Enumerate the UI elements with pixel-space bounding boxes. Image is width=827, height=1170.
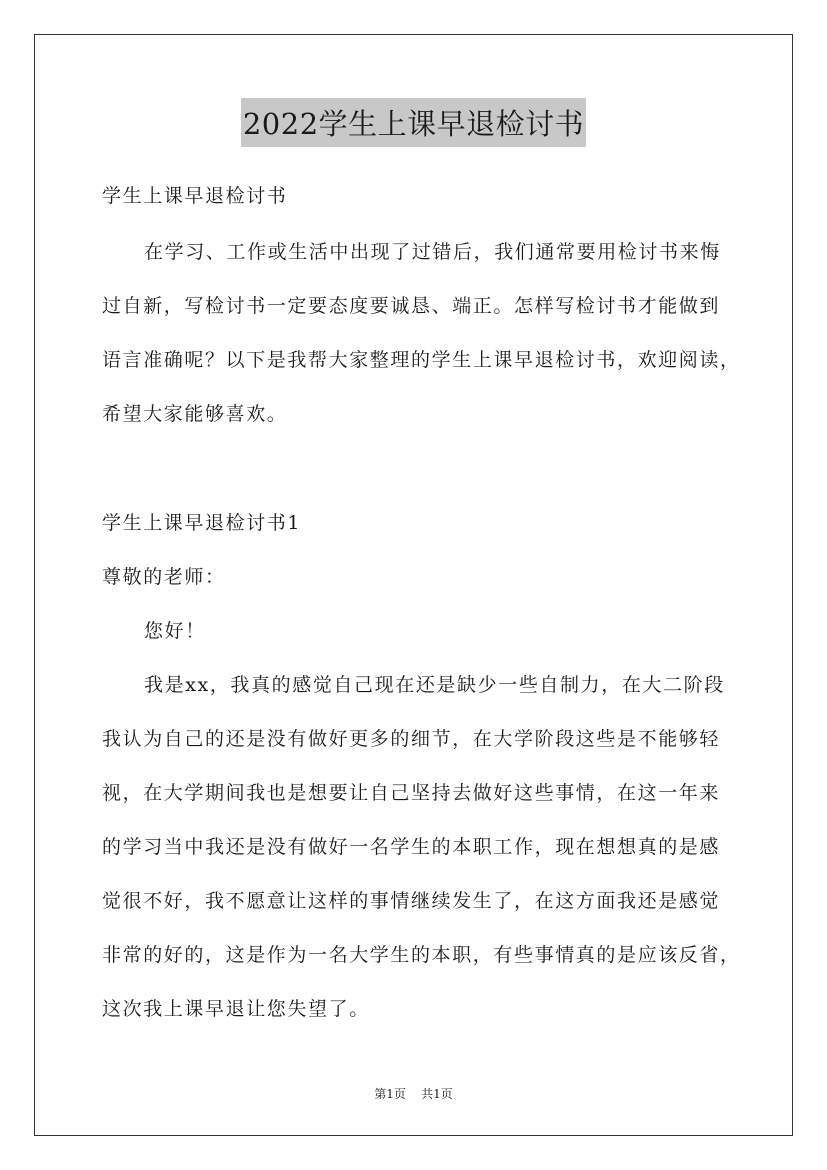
- body-line: 觉很不好，我不愿意让这样的事情继续发生了，在这方面我还是感觉: [102, 890, 721, 912]
- body-line: 我认为自己的还是没有做好更多的细节，在大学阶段这些是不能够轻: [102, 728, 721, 750]
- document-subtitle: 学生上课早退检讨书: [102, 185, 288, 207]
- body-line: 我是xx，我真的感觉自己现在还是缺少一些自制力，在大二阶段: [144, 674, 725, 696]
- body-line: 视，在大学期间我也是想要让自己坚持去做好这些事情，在这一年来: [102, 782, 721, 804]
- document-title: 2022学生上课早退检讨书: [241, 98, 586, 147]
- body-line: 这次我上课早退让您失望了。: [102, 998, 370, 1020]
- intro-line: 过自新，写检讨书一定要态度要诚恳、端正。怎样写检讨书才能做到: [102, 295, 721, 317]
- salutation: 尊敬的老师：: [102, 566, 226, 588]
- intro-line: 希望大家能够喜欢。: [102, 403, 288, 425]
- body-line: 的学习当中我还是没有做好一名学生的本职工作，现在想想真的是感: [102, 836, 721, 858]
- page-total: 共1页: [421, 1087, 453, 1101]
- section-heading: 学生上课早退检讨书1: [102, 512, 302, 534]
- intro-line: 在学习、工作或生活中出现了过错后，我们通常要用检讨书来悔: [144, 241, 721, 263]
- body-line: 非常的好的，这是作为一名大学生的本职，有些事情真的是应该反省，: [102, 944, 741, 966]
- page-footer: [0, 1085, 827, 1102]
- page-number: 第1页: [374, 1087, 406, 1101]
- greeting: 您好！: [144, 620, 206, 642]
- intro-line: 语言准确呢？以下是我帮大家整理的学生上课早退检讨书，欢迎阅读，: [102, 349, 741, 371]
- title-container: [0, 98, 827, 147]
